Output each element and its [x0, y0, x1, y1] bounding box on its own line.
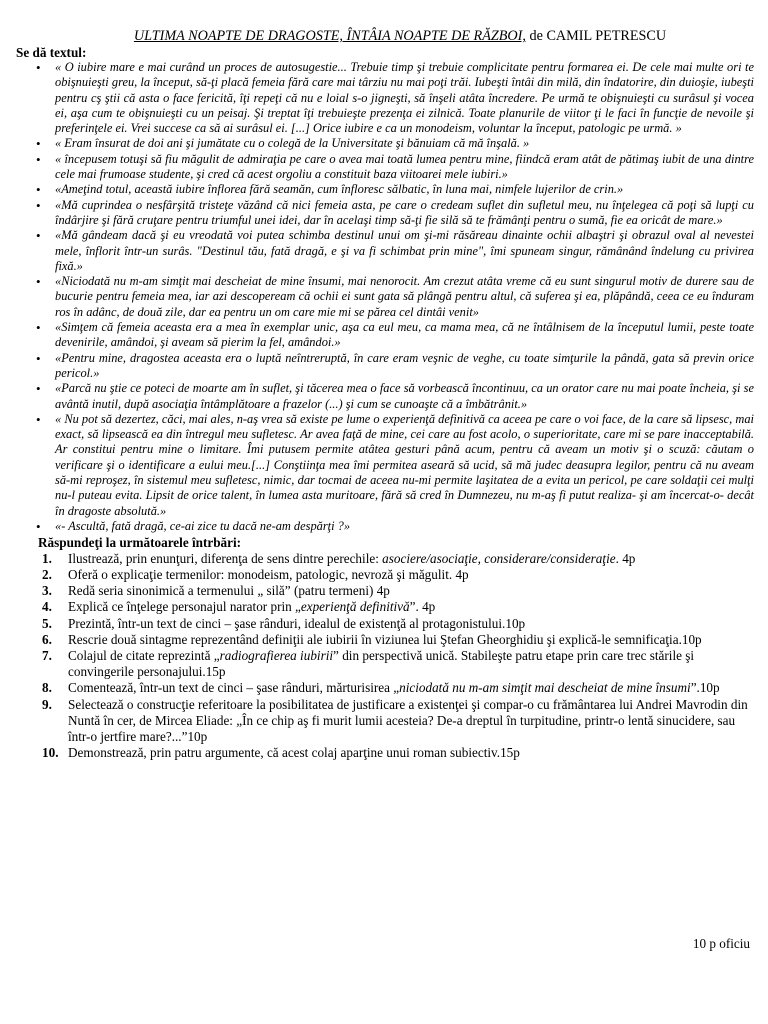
- text-heading: Se dă textul:: [16, 45, 87, 60]
- quote-item: • « Nu pot să dezertez, căci, mai ales, n-aş vrea să existe pe lume o experienţă definitivă ca aceea pe care o voi face, de la care să lipsesc, mai exact, să lipsească ea din întregul meu sufletesc. Ar avea faţă de mine, cei care au fost acolo, o superioritate, care mi se pare inacceptabilă. Ar constitui pentru mine o limitare. Îmi putusem permite atâtea gesturi până acum, pentru că aveam un motiv şi o scuză: căutam o verificare şi o identificare a eului meu.[...] Conştiinţa mea îmi permitea aseară să ucid, să mă judec deasupra legilor, pentru că nu aveam să-mi reproşez, în sistemul meu sufletesc, nimic, dar tocmai de aceea nu-mi permite laşitatea de a evita un pericol, pe care soldaţii cei mulţi nu-l puteau evita. Lipsit de orice talent, în lumea asta muritoare, fără să cred în Dumnezeu, nu m-aş fi putut realiza- şi am încercat-o- decât în dragoste absolută.»: [38, 412, 754, 519]
- question-text: radiografierea iubirii: [219, 647, 334, 663]
- question-item: [42, 599, 754, 615]
- question-number: 9.: [42, 696, 52, 712]
- quote-item: • «Simţem că femeia aceasta era a mea în exemplar unic, aşa ca eul meu, ca mama mea, că ne întâlnisem de la începutul lumii, peste toate devenirile, amândoi, şi aveam să pierim la fel, amândoi.»: [38, 320, 754, 351]
- question-number: 6.: [42, 631, 52, 647]
- questions-heading: Răspundeţi la următoarele întrbări:: [38, 535, 242, 551]
- question-number: 8.: [42, 680, 52, 696]
- question-text: experienţă definitivă: [300, 599, 410, 615]
- question-item: [42, 551, 754, 567]
- quote-item: • «Parcă nu ştie ce poteci de moarte am în suflet, şi tăcerea mea o face să vorbească încontinuu, ca un orator care nu mai poate încheia, şi se avântă inutil, după asociaţia întâmplătoare a frazelor (...) şi cum se cunoaşte că a îmbătrânit.»: [38, 381, 754, 412]
- quote-list: [38, 60, 754, 534]
- question-item: [42, 648, 754, 680]
- question-number: 7.: [42, 647, 52, 663]
- question-text: ”. 4p: [409, 599, 436, 615]
- quote-item: • «Mă cuprindea o nesfârşită tristeţe văzând că nici femeia asta, pe care o credeam suflet din sufletul meu, nu înţelegea că poţi să lupţi cu îndârjire şi fără cruţare pentru triumful unei idei, dar în acelaşi timp să-ţi fie silă să te frămânţi pentru o sumă, fie ea oricât de mare.»: [38, 198, 754, 229]
- question-item: [42, 567, 754, 583]
- question-number: 2.: [42, 566, 52, 582]
- question-number: 3.: [42, 583, 52, 599]
- question-item: [42, 632, 754, 648]
- document-title: [46, 28, 754, 44]
- question-text: Ilustrează, prin enunţuri, diferenţa de sens dintre perechile:: [68, 550, 383, 566]
- quote-item: • «Niciodată nu m-am simţit mai descheiat de mine însumi, mai nenorocit. Am crezut atâta vreme că eu sunt singurul motiv de durere sau de bucurie pentru femeia mea, iar azi descopeream că ochii ei sunt gata să plângă pentru altul, că suferea şi ea, plăpândă, ceea ce eu înduram ros în adânc, de două zile, dar ea pentru un om care mie mi se părea cel dintâi venit»: [38, 274, 754, 320]
- question-item: [42, 616, 754, 632]
- question-text: asociere/asociaţie, considerare/consideraţie: [382, 550, 616, 566]
- question-number: 1.: [42, 550, 52, 566]
- question-item: [42, 680, 754, 696]
- question-text: Oferă o explicaţie termenilor: monodeism, patologic, nevroză şi măgulit. 4p: [68, 566, 469, 582]
- oficiu-points: 10 p oficiu: [692, 936, 750, 951]
- question-list: [16, 551, 754, 762]
- question-number: 10.: [42, 745, 59, 761]
- question-item: [42, 745, 754, 761]
- question-text: Prezintă, într-un text de cinci – şase rânduri, idealul de existenţă al protagonistului.10p: [68, 615, 526, 631]
- question-text: ” din perspectivă unică. Stabileşte patru etape prin care trec stările şi convingerile personajului.15p: [68, 647, 695, 680]
- question-text: . 4p: [615, 550, 636, 566]
- quote-item: • «Ameţind totul, această iubire înflorea fără seamăn, cum înfloresc sălbatic, în luna mai, nimfele lujerilor de crin.»: [38, 182, 754, 197]
- quote-item: • « începusem totuşi să fiu măgulit de admiraţia pe care o avea mai toată lumea pentru mine, fiindcă eram atât de pătimaş iubit de una dintre cele mai frumoase studente, şi cred că acest orgoliu a constituit baza viitoarei mele iubiri.»: [38, 152, 754, 183]
- question-text: Demonstrează, prin patru argumente, că acest colaj aparţine unui roman subiectiv.15p: [68, 745, 520, 761]
- quote-item: • « Eram însurat de doi ani şi jumătate cu o colegă de la Universitate şi bănuiam că mă înşală. »: [38, 136, 754, 151]
- question-text: Explică ce înţelege personajul narator prin „: [68, 599, 301, 615]
- question-text: ”.10p: [690, 680, 720, 696]
- work-title: ULTIMA NOAPTE DE DRAGOSTE, ÎNTÂIA NOAPTE DE RĂZBOI,: [133, 28, 526, 44]
- question-text: Rescrie două sintagme reprezentând definiţii ale iubirii în viziunea lui Ştefan Gheorghidiu şi explică-le semnificaţia.10p: [68, 631, 702, 647]
- quote-item: • «Pentru mine, dragostea aceasta era o luptă neîntreruptă, în care eram veşnic de veghe, cu toate simţurile la pândă, gata să previn orice pericol.»: [38, 351, 754, 382]
- question-text: Redă seria sinonimică a termenului „ silă” (patru termeni) 4p: [68, 583, 390, 599]
- question-text: Comentează, într-un text de cinci – şase rânduri, mărturisirea „: [68, 680, 400, 696]
- question-item: [42, 697, 754, 746]
- quote-item: • «- Ascultă, fată dragă, ce-ai zice tu dacă ne-am despărţi ?»: [38, 519, 754, 534]
- question-text: Selectează o construcţie referitoare la posibilitatea de justificare a existenţei şi compar-o cu frământarea lui Andrei Mavrodin din Nuntă în cer, de Mircea Eliade: „În ce chip aş fi murit lumii acesteia? De-a dreptul în turpitudine, printr-o lentă sinucidere, sau într-o jertfire mare?...”10p: [68, 696, 748, 744]
- quote-item: • «Mă gândeam dacă şi eu vreodată voi putea schimba destinul unui om şi-mi răsăreau dinainte ochii albaştri şi obrazul oval al nevestei mele, înflorit într-un surâs. "Destinul tău, fată dragă, e şi va fi schimbat prin mine", îmi spuneam singur, rămânând îndelung cu privirea fixă.»: [38, 228, 754, 274]
- question-item: [42, 583, 754, 599]
- quote-item: • « O iubire mare e mai curând un proces de autosugestie... Trebuie timp şi trebuie complicitate pentru formarea ei. De cele mai multe ori te obişnuieşti greu, la început, să-ţi placă femeia fără care mai târziu nu mai poţi trăi. Iubeşti întâi din milă, din îndatorire, din duioşie, iubeşti pentru cş ştii că asta o face fericită, îţi repeţi că nu e loial s-o jigneşti, să înşeli atâta încredere. Pe urmă te obişnuieşti cu surâsul şi vocea ei, aşa cum te obişnuieşti cu un peisaj. Şi treptat îţi trebuieşte prezenţa ei zilnică. Toate planurile de viitor ţi le faci în funcţie de nevoile şi preferinţele ei. Vrei succese ca să ai surâsul ei. [...] Orice iubire e ca un monodeism, voluntar la început, patologic pe urmă. »: [38, 60, 754, 136]
- author-name: de CAMIL PETRESCU: [529, 28, 667, 44]
- question-text: Colajul de citate reprezintă „: [68, 647, 220, 663]
- question-number: 5.: [42, 615, 52, 631]
- question-number: 4.: [42, 599, 52, 615]
- question-text: niciodată nu m-am simţit mai descheiat de mine însumi: [399, 680, 691, 696]
